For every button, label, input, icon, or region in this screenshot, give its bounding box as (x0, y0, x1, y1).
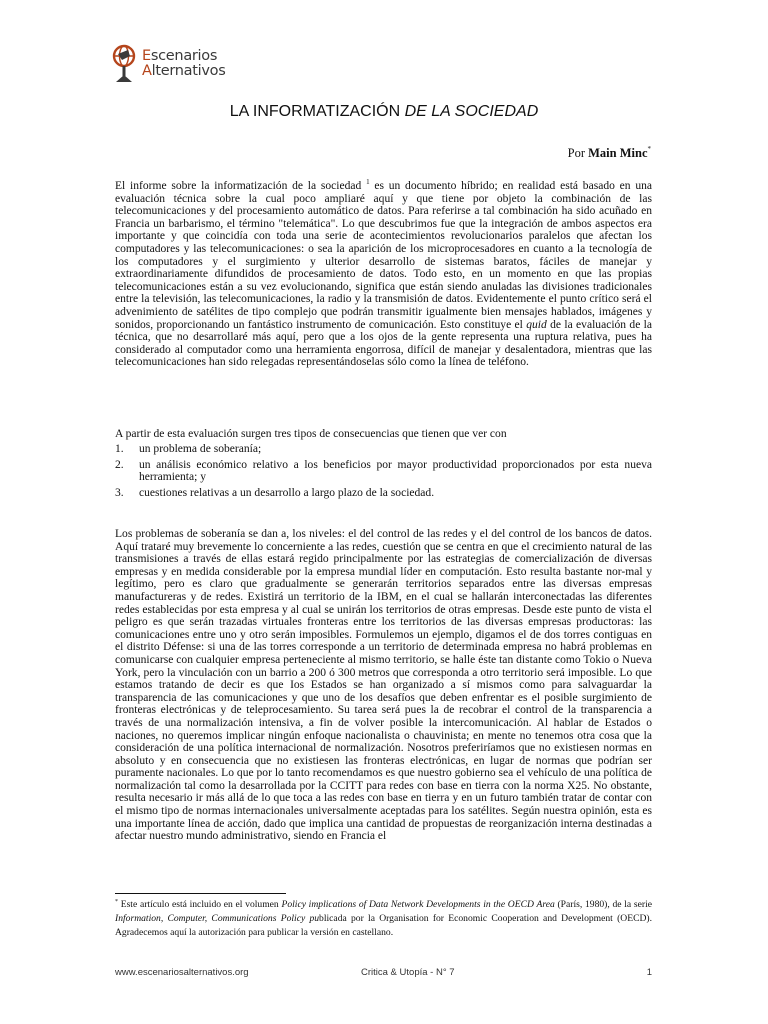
endnote-ref: 1 (366, 178, 370, 186)
page-number: 1 (646, 967, 652, 978)
footer-journal: Critica & Utopía - N° 7 (361, 967, 455, 978)
author-byline: Por Main Minc* (567, 145, 651, 160)
logo-wordmark: Escenarios Alternativos (142, 48, 226, 79)
site-logo[interactable] (110, 44, 225, 84)
list-item: 1. un problema de soberanía; (115, 443, 262, 455)
paragraph-intro: El informe sobre la informatización de la sociedad $^1$ es un documento híbrido; en realidad está basado en una evaluación técnica sobre la cual poco ampliaré aquí y que tiene por objeto la combinación de las telecomunicaciones y del procesamiento automático de datos. Para referirse a tal combinación ha sido acuñado en Francia un barbarismo, el término "telemática". Lo que descubrimos fue que la integración de ambos aspectos era importante y que coincidía con toda una serie de acontecimientos revolucionarios paralelos que afectan los computadores y las telecomunicaciones: o sea la aparición de los microprocesadores en cuanto a la tecnología de los computadores y el surgimiento y ulterior desarrollo de sistemas baratos, fáciles de manejar y extraordinariamente difundidos de procesamiento de datos. Todo esto, en un momento en que las propias telecomunicaciones están a su vez evolucionando, significa que están siendo anuladas las divisiones tradicionales entre la televisión, las telecomunicaciones, la radio y la transmisión de datos. Evidentemente el punto crítico será el advenimiento de satélites de tipo complejo que podrán transmitir igualmente bien mensajes hablados, imágenes y sonidos, proporcionando un fantástico instrumento de comunicación. Esto constituye el quid de la evaluación de la técnica, que no desarrollaré más aquí, pero que a los ojos de la gente representa una ruptura relativa, pues ha considerado al computador como una herramienta engorrosa, difícil de manejar y desalentadora, mientras que las telecomunicaciones han sido relegadas representándoselas sólo como la línea de teléfono. (115, 178, 652, 369)
article-title: LA INFORMATIZACIÓN DE LA SOCIEDAD (229, 103, 539, 120)
list-item: 3. cuestiones relativas a un desarrollo a largo plazo de la sociedad. (115, 486, 435, 499)
author-name: Main Minc (588, 146, 648, 160)
paragraph-sovereignty: Los problemas de soberanía se dan a, los niveles: el del control de las redes y el del control de los bancos de datos. Aquí trataré muy brevemente lo concerniente a las redes, cuestión que se centra en que el crecimiento natural de las transmisiones a través de ellas estará regido principalmente por las estrategias de comercialización de diversas empresas y en medida considerable por la empresa mundial líder en computación. Esto resulta bastante nor-mal y legítimo, pero es claro que gradualmente se generarán territorios separados entre las diversas empresas manufactureras y de redes. Existirá un territorio de la IBM, en el cual se hallarán interconectadas las diferentes redes establecidas por esta empresa y al cual se unirán los territorios de otras empresas. Desde este punto de vista el peligro es que serán trazadas virtuales fronteras entre los territorios de las diversas empresas productoras: las comunicaciones entre uno y otro serán imposibles. Formulemos un ejemplo, digamos el de dos torres contiguas en el distrito Défense: si una de las torres corresponde a un territorio de determinada empresa no habrá problemas en comunicarse con cualquier empresa perteneciente al mismo territorio, se halle éste tan distante como Tokio o Nueva York, pero la vinculación con un barrio a 200 ó 300 metros que corresponda a otro territorio será imposible. Lo que estamos tratando de decir es que Ios Estados se han organizado a sí mismos como para salvaguardar la transparencia de las comunicaciones y que uno de los desafíos que deben enfrentar es el posible surgimiento de fronteras electrónicas y de teleprocesamiento. Su tarea será pues la de recobrar el control de la transparencia a través de una normalización intensiva, a fin de volver posible la intercomunicación. Al hablar de Estados o naciones, no queremos implicar ningún enfoque nacionalista o chauvinista; en mente no tenemos otra cosa que la consideración de una política internacional de normalización. Nosotros preferiríamos que no existiesen normas en absoluto y en consecuencia que no existiesen las fronteras electrónicas, en lugar de normas que podrían ser puramente nacionales. Lo que por lo tanto recomendamos es que nuestro gobierno sea el vehículo de una política de normalización tal como la desarrollada por la CCITT para redes con base en tierra con la norma X25. No obstante, resulta necesario ir más allá de lo que toca a las redes con base en tierra y en un futuro también tratar de contar con el mismo tipo de normas internacionales universalmente aceptadas para los satélites. Según nuestra opinión, esta es una importante línea de acción, dado que implica una cantidad de propuestas de reorganización interna destinadas a afectar nuestro mundo administrativo, siendo en Francia el (115, 528, 652, 843)
footnote: * Este artículo está incluido en el volumen Policy implications of Data Network Developments in the OECD Area (París, 1980), de la serie Information, Computer, Communications Policy publicada por la Organisation for Economic Cooperation and Development (OECD). Agradecemos aquí la autorización para publicar la versión en castellano. (115, 899, 652, 938)
consequences-list (115, 443, 652, 502)
list-item: 2. un análisis económico relativo a los beneficios por mayor productividad proporcionados por esta nueva herramienta; y (115, 458, 652, 484)
globe-emblem-icon (110, 44, 138, 84)
paragraph-consequences: A partir de esta evaluación surgen tres tipos de consecuencias que tienen que ver con (115, 428, 507, 440)
footnote-marker: * (647, 145, 651, 153)
footer-url-link[interactable]: www.escenariosalternativos.org (115, 967, 249, 978)
footnote-divider (115, 893, 286, 894)
